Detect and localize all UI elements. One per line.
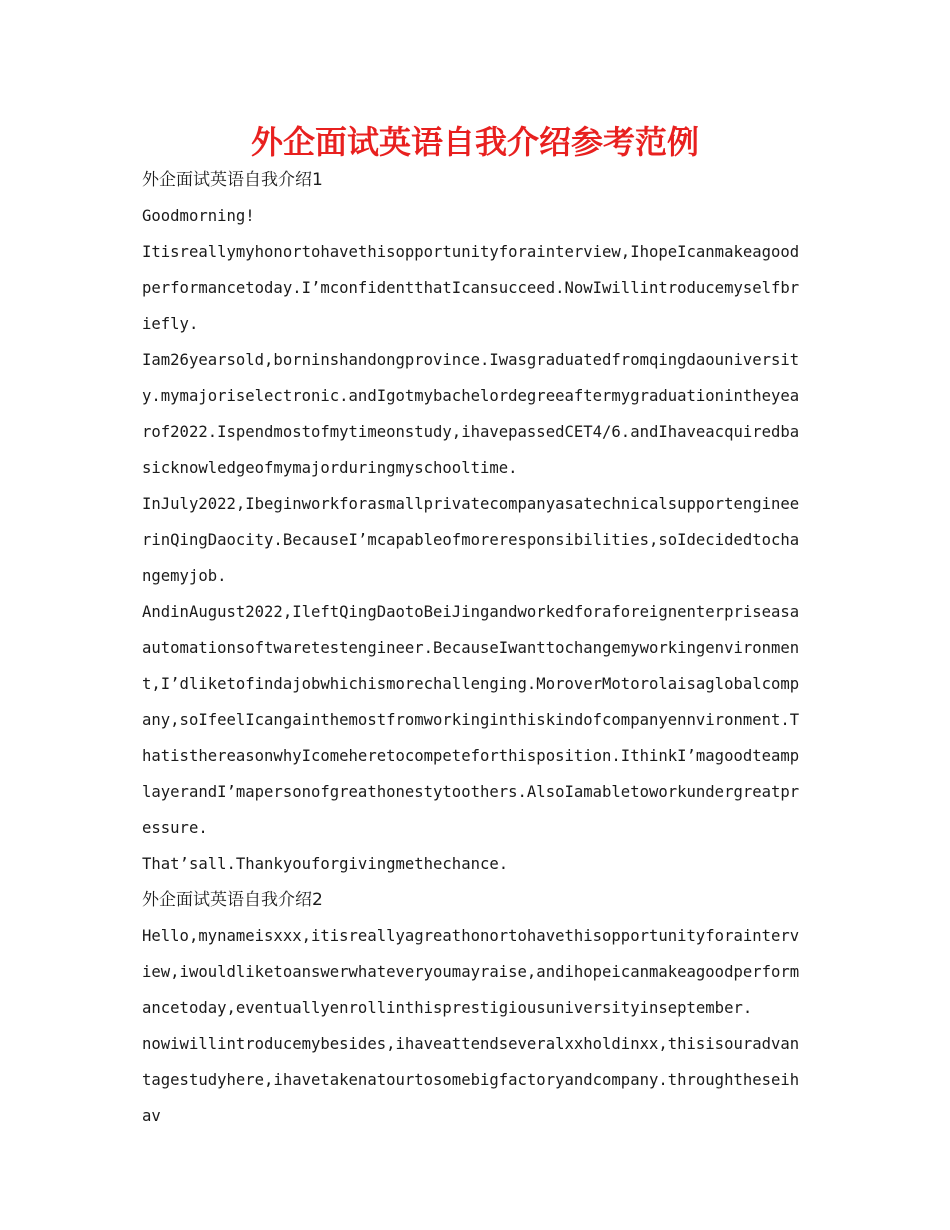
paragraph-education: Iam26yearsold,borninshandongprovince.Iwasgraduatedfromqingdaouniversity.mymajoriselectronic.andIgotmybachelordegreeaftermygraduationintheyearof2022.Ispendmostofmytimeonstudy,ihavepassedCET4/6.andIhaveacquiredbasicknowledgeofmymajorduringmyschooltime. [142,351,800,477]
document-title: 外企面试英语自我介绍参考范例 [250,123,699,161]
paragraph-closing: That’sall.Thankyouforgivingmethechance. [142,855,509,873]
section-heading-1: 外企面试英语自我介绍1 [142,170,323,190]
section-heading-2: 外企面试英语自我介绍2 [142,890,323,910]
paragraph-second-job: AndinAugust2022,IleftQingDaotoBeiJingandworkedforaforeignenterpriseasaautomationsoftwaretestengineer.BecauseIwanttochangemyworkingenvironment,I’dliketofindajobwhichismorechallenging.MoroverMotorolaisaglobalcompany,soIfeelIcangainthemostfromworkinginthiskindofcompanyennvironment.ThatisthereasonwhyIcomeheretocompeteforthisposition.IthinkI’magoodteamplayerandI’mapersonofgreathonestytoothers.AlsoIamabletoworkundergreatpressure. [142,603,800,837]
paragraph-first-job: InJuly2022,IbeginworkforasmallprivatecompanyasatechnicalsupportengineerinQingDaocity.BecauseI’mcapableofmoreresponsibilities,soIdecidedtochangemyjob. [142,495,800,585]
paragraph-besides: nowiwillintroducemybesides,ihaveattendseveralxxholdinxx,thisisouradvantagestudyhere,ihavetakenatourtosomebigfactoryandcompany.throughtheseihav [142,1035,800,1125]
paragraph-intro: Itisreallymyhonortohavethisopportunityforainterview,IhopeIcanmakeagoodperformancetoday.I’mconfidentthatIcansucceed.NowIwillintroducemyselfbriefly. [142,243,800,333]
paragraph-hello: Hello,mynameisxxx,itisreallyagreathonortohavethisopportunityforainterview,iwouldliketoanswerwhateveryoumayraise,andihopeicanmakeagoodperformancetoday,eventuallyenrollinthisprestigiousuniversityinseptember. [142,927,800,1017]
document-body [142,162,804,1134]
paragraph-greeting: Goodmorning! [142,207,255,225]
